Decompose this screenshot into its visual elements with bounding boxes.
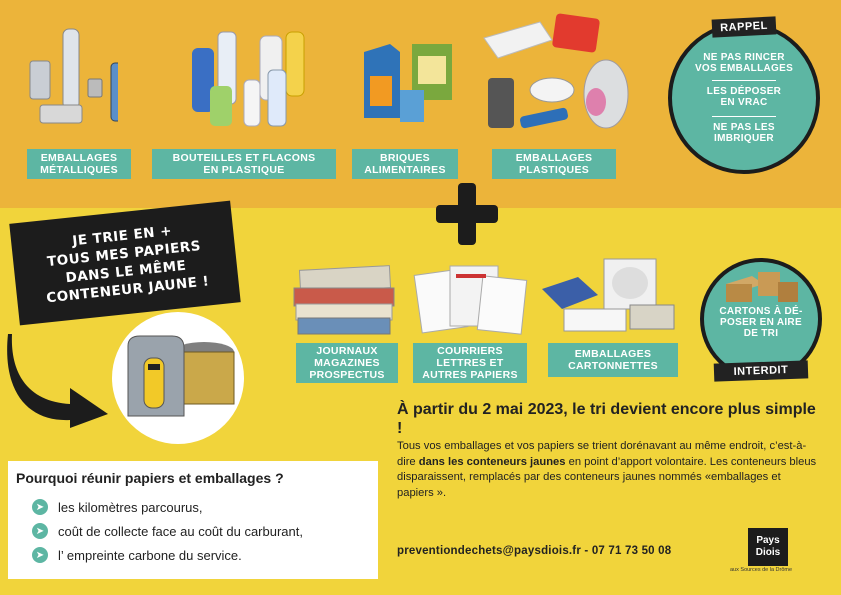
slogan-text: JE TRIE EN + TOUS MES PAPIERS DANS LE MÊME CONTENEUR JAUNE ! (45, 222, 211, 307)
label-plastic-packaging: EMBALLAGES PLASTIQUES (492, 149, 616, 179)
interdit-text: CARTONS À DÉ- POSER EN AIRE DE TRI (719, 306, 803, 339)
label-metal-packaging: EMBALLAGES MÉTALLIQUES (27, 149, 131, 179)
plastic-packaging-image (480, 12, 630, 137)
pays-diois-logo (748, 528, 788, 566)
yellow-container-image (118, 328, 242, 432)
why-item (32, 547, 242, 563)
food-cartons-image (360, 38, 460, 133)
arrow-check-icon: ➤ (32, 547, 48, 563)
why-item-text: les kilomètres parcourus, (58, 499, 203, 515)
rappel-divider-2 (712, 116, 776, 117)
newspapers-image (292, 264, 402, 339)
logo-subtitle: aux Sources de la Drôme (730, 567, 793, 573)
label-newspapers: JOURNAUX MAGAZINES PROSPECTUS (296, 343, 398, 383)
cardboard-boxes-image (722, 266, 802, 306)
info-body (397, 439, 817, 501)
metal-packaging-image (28, 25, 118, 135)
plastic-bottles-image (188, 28, 308, 133)
arrow-check-icon: ➤ (32, 523, 48, 539)
plus-icon (436, 183, 498, 245)
why-title: Pourquoi réunir papiers et emballages ? (16, 470, 284, 486)
logo-line2: Diois (755, 547, 781, 558)
rappel-tag: RAPPEL (712, 16, 777, 37)
why-box (8, 461, 378, 579)
curved-arrow-icon (4, 330, 114, 430)
info-body-bold: dans les conteneurs jaunes (418, 455, 566, 468)
label-plastic-bottles: BOUTEILLES ET FLACONS EN PLASTIQUE (152, 149, 336, 179)
label-letters: COURRIERS LETTRES ET AUTRES PAPIERS (413, 343, 527, 383)
rappel-no-nesting: NE PAS LES IMBRIQUER (713, 122, 775, 144)
why-item (32, 523, 303, 539)
why-item-text: coût de collecte face au coût du carburant, (58, 523, 303, 539)
arrow-check-icon: ➤ (32, 499, 48, 515)
info-body-pre: Tous vos emballages et vos papiers se trient dorénavant au même endroit, c’est-à-dire (397, 440, 807, 468)
why-item (32, 499, 203, 515)
contact-line[interactable]: preventiondechets@paysdiois.fr - 07 71 73 50 08 (397, 545, 672, 557)
info-title: À partir du 2 mai 2023, le tri devient encore plus simple ! (397, 401, 816, 437)
rappel-loose: LES DÉPOSER EN VRAC (706, 86, 782, 108)
rappel-divider-1 (712, 80, 776, 81)
cardboard-packaging-image (538, 255, 678, 343)
label-cardboard: EMBALLAGES CARTONNETTES (548, 343, 678, 377)
rappel-no-rinse: NE PAS RINCER VOS EMBALLAGES (694, 52, 794, 74)
logo-line1: Pays (756, 535, 780, 546)
why-item-text: l’ empreinte carbone du service. (58, 547, 242, 563)
info-body-post: en point d’apport volontaire. Les conteneurs bleus disparaissent, remplacés par des conteneurs jaunes nommés «emballages et papiers ». (397, 455, 817, 499)
label-food-cartons: BRIQUES ALIMENTAIRES (352, 149, 458, 179)
letters-image (410, 262, 530, 340)
interdit-tag: INTERDIT (714, 360, 809, 381)
